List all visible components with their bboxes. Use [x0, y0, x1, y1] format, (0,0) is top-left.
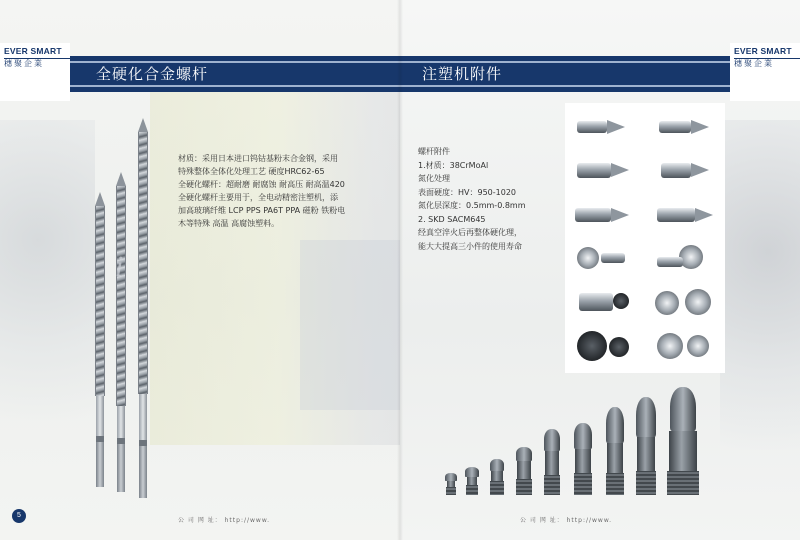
nozzle-image [514, 447, 534, 495]
screw-tip-image [579, 293, 613, 311]
spec-line: 螺杆附件 [418, 147, 450, 156]
right-spec-text [418, 145, 568, 253]
screw-flight [138, 132, 148, 394]
background-logo-text: i [115, 250, 125, 283]
spec-line: 特殊整体全体化处理工艺 硬度HRC62-65 [178, 167, 325, 176]
spec-line: 全硬化螺杆：超耐磨 耐腐蚀 耐高压 耐高温420 [178, 180, 345, 189]
check-ring-image [577, 247, 599, 269]
accessory-photo [649, 151, 721, 191]
screw-tip-image [659, 121, 691, 133]
right-page-title: 注塑机附件 [422, 65, 503, 83]
screw-flight [95, 206, 105, 396]
nozzle-image [444, 473, 458, 495]
brand-name-en: EVER SMART [4, 46, 62, 56]
accessory-photo [569, 327, 641, 367]
spec-line: 加高玻璃纤维 LCP PPS PA6T PPA 磁粉 铁粉电 [178, 206, 346, 215]
screw-shank [96, 442, 104, 487]
nozzle-image [604, 407, 626, 495]
left-page-title: 全硬化合金螺杆 [96, 65, 209, 83]
accessory-photo [569, 283, 641, 323]
page-gutter [397, 0, 403, 540]
check-ring-image [657, 333, 683, 359]
left-footer: 公 司 网 址： http://www. [178, 517, 271, 524]
spec-line: 能大大提高三小件的使用寿命 [418, 241, 522, 251]
spec-line: 氮化处理 [418, 174, 450, 183]
screw-image [138, 118, 148, 498]
screw-tip-image [577, 163, 611, 178]
screw-tip-image [577, 121, 607, 133]
accessory-photo-grid [565, 103, 725, 373]
nozzle-image [572, 423, 594, 495]
check-ring-image [685, 289, 711, 315]
background-parts-image [0, 120, 95, 420]
spec-line: 材质：采用日本进口钨钴基粉末合金钢，采用 [178, 154, 338, 163]
left-spec-text [178, 152, 393, 230]
screw-tip [116, 172, 126, 186]
right-header-band [400, 56, 730, 92]
screw-neck [96, 396, 104, 436]
screw-image [95, 192, 105, 487]
brand-rule [4, 58, 70, 59]
screw-tip-cone [695, 208, 713, 222]
screw-tip-image [657, 208, 695, 222]
screw-flight [116, 186, 126, 406]
spec-line: 氮化层深度：0.5mm-0.8mm [418, 201, 526, 210]
accessory-photo [649, 283, 721, 323]
spec-line: 木等特殊 高温 高腐蚀塑料。 [178, 219, 280, 228]
accessory-photo [569, 151, 641, 191]
right-footer: 公 司 网 址： http://www. [520, 517, 613, 524]
check-ring-image [577, 331, 607, 361]
screw-neck [139, 394, 147, 440]
spec-line: 2. SKD SACM645 [418, 214, 486, 224]
header-line-bottom [70, 85, 400, 87]
spec-line: 表面硬度：HV：950-1020 [418, 187, 517, 197]
nozzle-image [666, 387, 700, 495]
brand-name-cn: 穗聚企業 [4, 59, 44, 68]
accessory-photo [569, 239, 641, 279]
brand-name-cn: 穗聚企業 [734, 59, 774, 68]
accessory-photo [649, 327, 721, 367]
screw-tip-image [657, 257, 683, 267]
screw-shank [117, 444, 125, 492]
accessory-photo [649, 195, 721, 235]
nozzle-image [634, 397, 658, 495]
screw-tip-image [575, 208, 611, 222]
screw-tip-cone [611, 163, 629, 177]
spec-line: 经真空淬火后再整体硬化理， [418, 228, 522, 237]
screw-neck [117, 406, 125, 438]
background-machine-detail [300, 240, 400, 410]
screw-tip-cone [611, 208, 629, 222]
spec-line: 1.材质：38CrMoAl [418, 160, 489, 170]
nozzle-image [542, 429, 562, 495]
check-ring-image [609, 337, 629, 357]
nozzle-image [464, 467, 480, 495]
check-ring-image [655, 291, 679, 315]
accessory-photo [649, 107, 721, 147]
brand-logo [0, 43, 70, 101]
screw-tip-cone [607, 120, 625, 134]
nozzle-row [438, 383, 728, 495]
screw-tip [138, 118, 148, 132]
spec-line: 全硬化螺杆主要用于，全电动精密注塑机，添 [178, 193, 338, 202]
accessory-photo [569, 107, 641, 147]
screw-tip-cone [691, 120, 709, 134]
screw-tip-cone [691, 163, 709, 177]
check-ring-image [613, 293, 629, 309]
screw-image [116, 172, 126, 492]
screw-tip-image [661, 163, 691, 178]
left-header-band [70, 56, 400, 92]
brand-logo [730, 43, 800, 101]
check-ring-image [687, 335, 709, 357]
header-line-bottom [400, 85, 730, 87]
right-page [400, 0, 800, 540]
screw-tip [95, 192, 105, 206]
accessory-photo [649, 239, 721, 279]
brand-rule [734, 58, 800, 59]
page-number: 5 [12, 509, 26, 523]
nozzle-image [488, 459, 506, 495]
background-parts-image [720, 120, 800, 450]
accessory-photo [569, 195, 641, 235]
screw-shank [139, 446, 147, 498]
screw-tip-image [601, 253, 625, 263]
brand-name-en: EVER SMART [734, 46, 792, 56]
